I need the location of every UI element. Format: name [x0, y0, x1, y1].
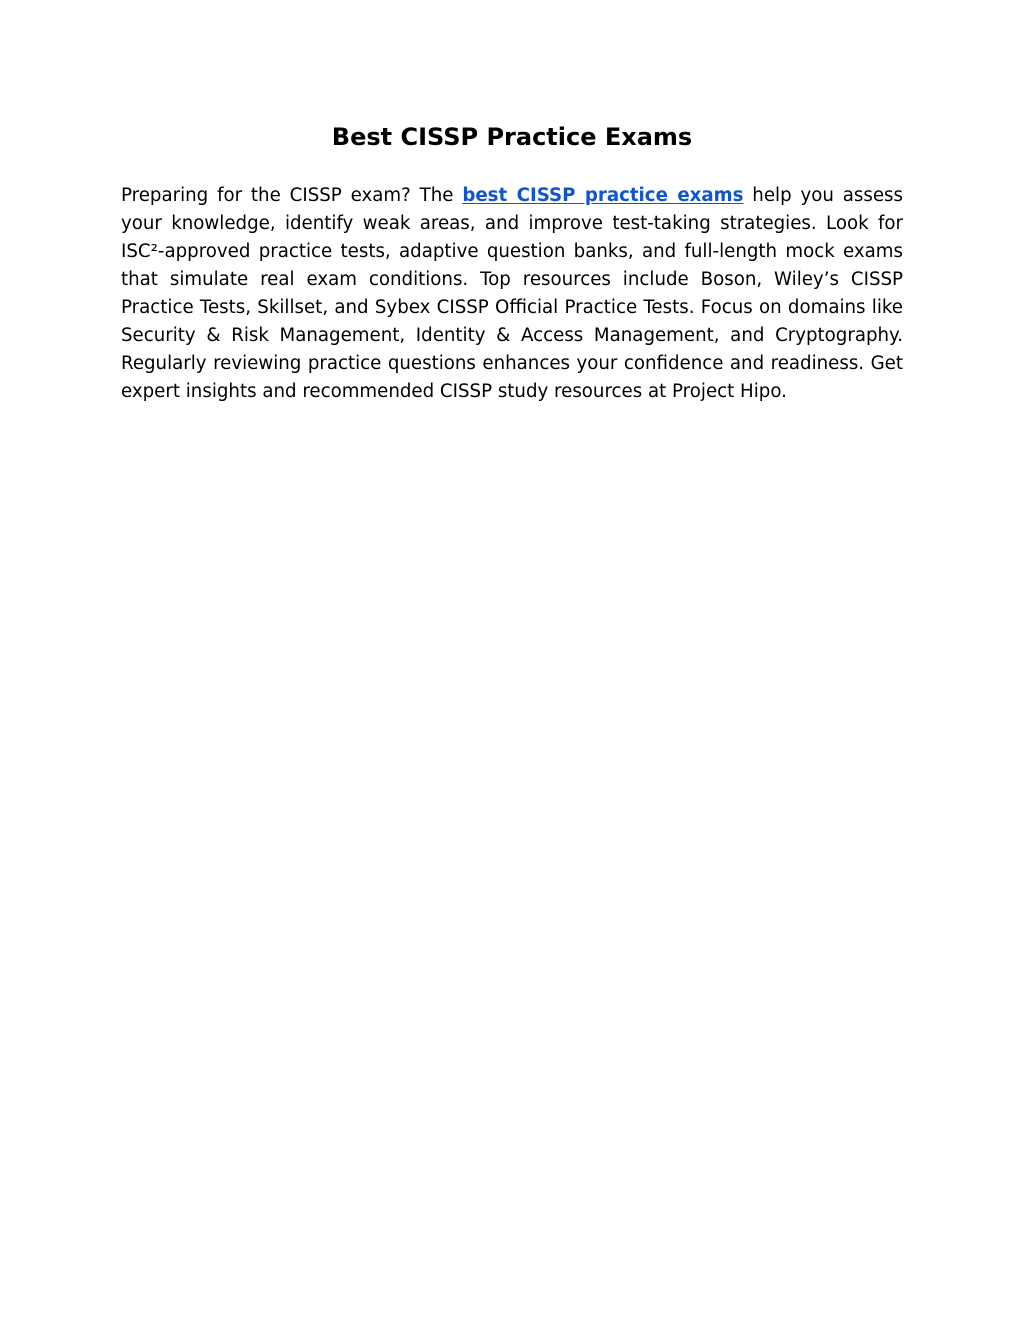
cissp-practice-exams-link[interactable]: best CISSP practice exams — [462, 185, 744, 206]
paragraph-text-intro: Preparing for the CISSP exam? The — [121, 185, 463, 206]
paragraph-text-body: help you assess your knowledge, identify weak areas, and improve test-taking strategies. Look for ISC²-approved practice tests, adaptive question banks, and full-length mock exams that simulate real exam conditions. Top resources include Boson, Wiley’s CISSP Practice Tests, Skillset, and Sybex CISSP Official Practice Tests. Focus on domains like Security & Risk Management, Identity & Access Management, and Cryptography. Regularly reviewing practice questions enhances your confidence and readiness. Get expert insights and recommended CISSP study resources at Project Hipo. — [121, 185, 903, 402]
body-paragraph — [121, 182, 903, 406]
document-title: Best CISSP Practice Exams — [331, 123, 693, 151]
